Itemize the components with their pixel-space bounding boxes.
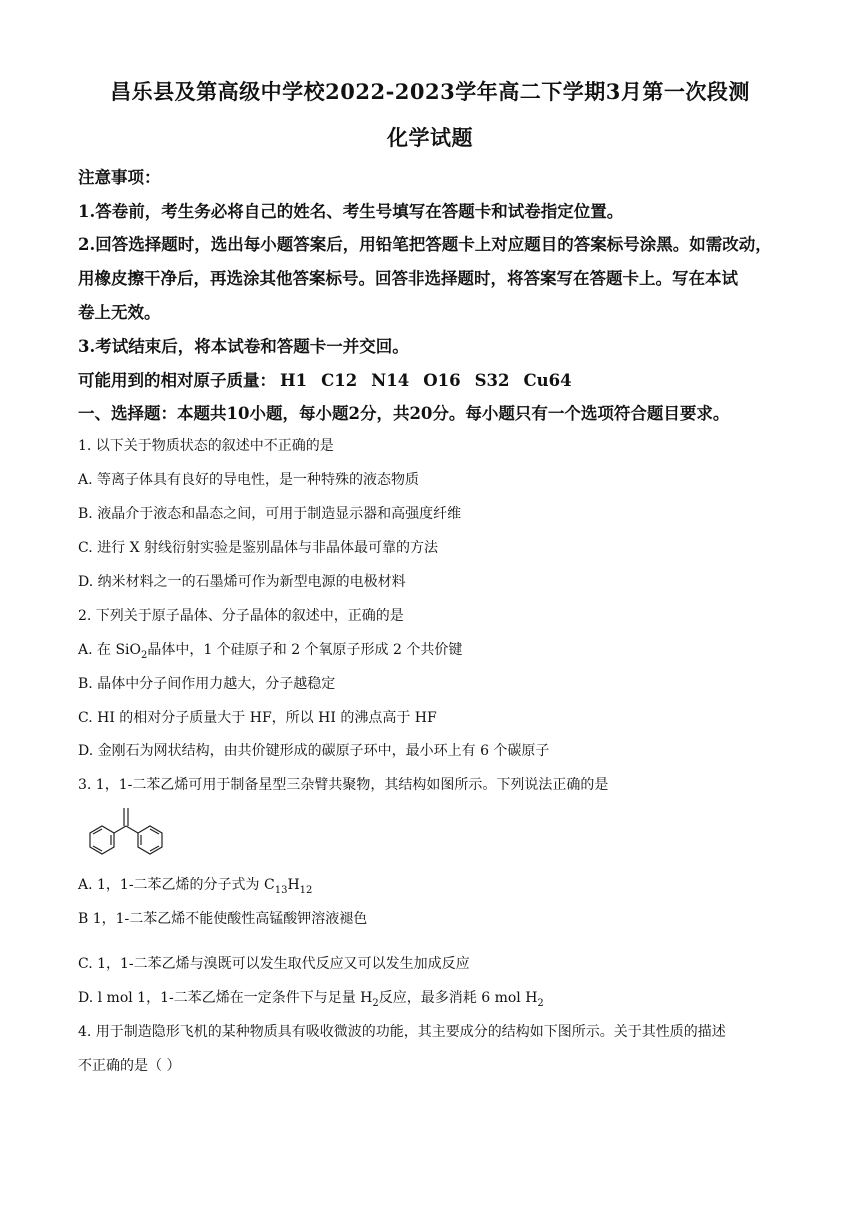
- q4-stem-line-2: 不正确的是（ ）: [78, 1058, 181, 1074]
- q3-option-b: B 1，1-二苯乙烯不能使酸性高锰酸钾溶液褪色: [78, 911, 368, 927]
- q1-option-d: D. 纳米材料之一的石墨烯可作为新型电源的电极材料: [78, 574, 406, 590]
- q3-option-d: [78, 987, 798, 1007]
- q2-a-text-1: A. 在 SiO: [78, 642, 142, 658]
- atomic-mass-c: C12: [321, 371, 358, 390]
- notice-item-2: 2.回答选择题时，选出每小题答案后，用铅笔把答题卡上对应题目的答案标号涂黑。如需改动，: [78, 235, 772, 254]
- exam-title: 昌乐县及第高级中学校2022-2023学年高二下学期3月第一次段测: [110, 79, 750, 104]
- q2-a-text-2: 晶体中，1 个硅原子和 2 个氧原子形成 2 个共价键: [147, 642, 463, 658]
- atomic-mass-s: S32: [474, 371, 510, 390]
- notice-item-1: 1.答卷前，考生务必将自己的姓名、考生号填写在答题卡和试卷指定位置。: [78, 202, 624, 221]
- q3-d-text-1: D. l mol 1，1-二苯乙烯在一定条件下与足量 H: [78, 990, 373, 1006]
- section-heading: 一、选择题：本题共10小题，每小题2分，共20分。每小题只有一个选项符合题目要求。: [78, 404, 730, 423]
- q1-option-c: C. 进行 X 射线衍射实验是鉴别晶体与非晶体最可靠的方法: [78, 540, 438, 556]
- q2-stem: 2. 下列关于原子晶体、分子晶体的叙述中，正确的是: [78, 608, 404, 624]
- q2-option-d: D. 金刚石为网状结构，由共价键形成的碳原子环中，最小环上有 6 个碳原子: [78, 743, 550, 759]
- q3-stem: 3. 1，1-二苯乙烯可用于制备星型三杂臂共聚物，其结构如图所示。下列说法正确的是: [78, 777, 609, 793]
- atomic-masses-line: [78, 367, 798, 391]
- q2-option-a: [78, 639, 798, 659]
- atomic-masses-label: 可能用到的相对原子质量：: [78, 371, 276, 390]
- notice-item-2-end: 卷上无效。: [78, 303, 161, 322]
- atomic-mass-cu: Cu64: [523, 371, 572, 390]
- notice-item-2-cont: 用橡皮擦干净后，再选涂其他答案标号。回答非选择题时，将答案写在答题卡上。写在本试: [78, 269, 738, 288]
- q2-option-b: B. 晶体中分子间作用力越大，分子越稳定: [78, 676, 336, 692]
- notice-heading: 注意事项：: [78, 168, 161, 187]
- q3-option-a: [78, 874, 798, 894]
- atomic-mass-o: O16: [423, 371, 461, 390]
- q3-d-sub-1: 2: [372, 997, 379, 1009]
- q3-a-sub-c: 13: [274, 884, 288, 896]
- q2-option-c: C. HI 的相对分子质量大于 HF，所以 HI 的沸点高于 HF: [78, 710, 437, 726]
- q2-a-sub: 2: [141, 649, 148, 661]
- atomic-mass-h: H1: [280, 371, 308, 390]
- q1-option-a: A. 等离子体具有良好的导电性，是一种特殊的液态物质: [78, 472, 420, 488]
- exam-subtitle: 化学试题: [387, 125, 473, 150]
- q4-stem-line-1: 4. 用于制造隐形飞机的某种物质具有吸收微波的功能，其主要成分的结构如下图所示。关于其性质的描述: [78, 1024, 726, 1040]
- q3-a-text: A. 1，1-二苯乙烯的分子式为 C: [78, 877, 275, 893]
- q3-option-c: C. 1，1-二苯乙烯与溴既可以发生取代反应又可以发生加成反应: [78, 956, 470, 972]
- diphenylethylene-structure: [74, 804, 178, 866]
- atomic-mass-n: N14: [371, 371, 410, 390]
- notice-item-3: 3.考试结束后，将本试卷和答题卡一并交回。: [78, 337, 409, 356]
- q1-option-b: B. 液晶介于液态和晶态之间，可用于制造显示器和高强度纤维: [78, 506, 462, 522]
- q3-d-sub-2: 2: [537, 997, 544, 1009]
- q1-stem: 1. 以下关于物质状态的叙述中不正确的是: [78, 438, 334, 454]
- diphenylethylene-structure-svg: [74, 804, 178, 862]
- q3-a-sub-h: 12: [299, 884, 313, 896]
- q3-d-text-2: 反应，最多消耗 6 mol H: [378, 990, 538, 1006]
- q3-a-text-h: H: [287, 877, 300, 893]
